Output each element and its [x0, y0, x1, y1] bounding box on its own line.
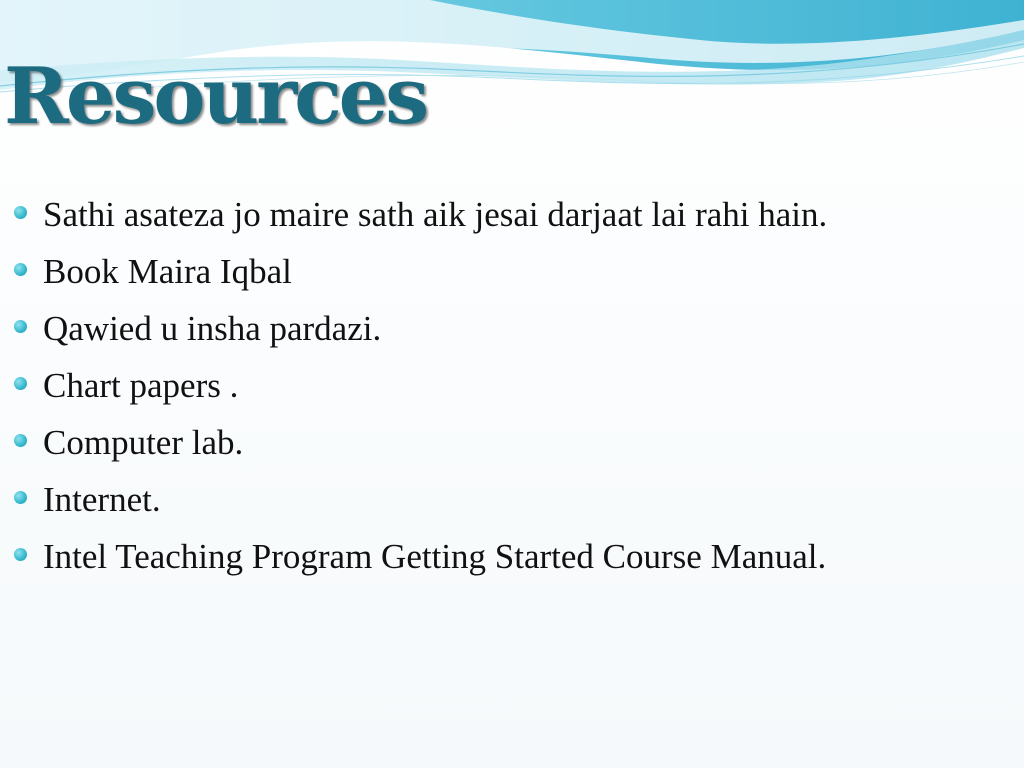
bullet-item: [10, 475, 970, 524]
bullet-dot-icon: [14, 206, 27, 219]
bullet-dot-icon: [14, 491, 27, 504]
bullet-dot-icon: [14, 548, 27, 561]
bullet-text: Internet.: [43, 480, 161, 519]
bullet-text: Computer lab.: [43, 423, 244, 462]
bullet-dot-icon: [14, 377, 27, 390]
bullet-item: [10, 304, 970, 353]
bullet-item: [10, 247, 970, 296]
bullet-dot-icon: [14, 263, 27, 276]
bullet-text: Qawied u insha pardazi.: [43, 309, 382, 348]
bullet-item: [10, 361, 970, 410]
bullet-item: [10, 190, 970, 239]
bullet-text: Book Maira Iqbal: [43, 252, 292, 291]
bullet-item: [10, 418, 970, 467]
slide-title: Resources: [4, 51, 427, 142]
bullet-dot-icon: [14, 320, 27, 333]
bullet-list: [10, 190, 970, 589]
bullet-dot-icon: [14, 434, 27, 447]
bullet-text: Chart papers .: [43, 366, 239, 405]
bullet-text: Intel Teaching Program Getting Started Course Manual.: [43, 537, 827, 576]
bullet-item: [10, 532, 970, 581]
bullet-text: Sathi asateza jo maire sath aik jesai darjaat lai rahi hain.: [43, 195, 828, 234]
